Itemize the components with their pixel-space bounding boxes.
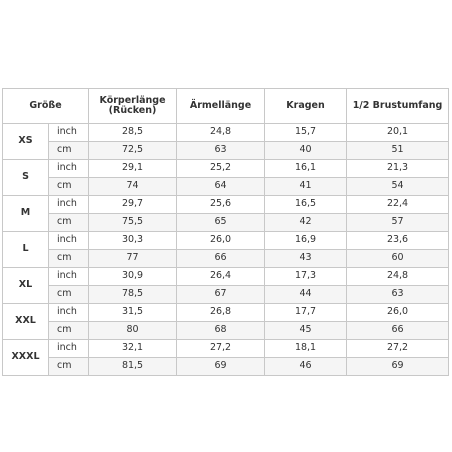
half-chest-cell: 60 — [347, 250, 449, 268]
table-row — [3, 124, 449, 142]
body-length-cell: 30,9 — [89, 268, 177, 286]
unit-label: inch — [49, 304, 89, 322]
table-row — [3, 160, 449, 178]
collar-cell: 15,7 — [265, 124, 347, 142]
body-length-cell: 30,3 — [89, 232, 177, 250]
sleeve-length-cell: 27,2 — [177, 340, 265, 358]
collar-cell: 17,3 — [265, 268, 347, 286]
table-header-row — [3, 89, 449, 124]
collar-cell: 45 — [265, 322, 347, 340]
table-row — [3, 358, 449, 376]
collar-cell: 42 — [265, 214, 347, 232]
collar-cell: 41 — [265, 178, 347, 196]
body-length-cell: 28,5 — [89, 124, 177, 142]
table-row — [3, 268, 449, 286]
half-chest-cell: 24,8 — [347, 268, 449, 286]
size-chart — [2, 88, 448, 376]
collar-cell: 40 — [265, 142, 347, 160]
half-chest-cell: 69 — [347, 358, 449, 376]
size-table — [2, 88, 449, 376]
table-row — [3, 196, 449, 214]
unit-label: inch — [49, 340, 89, 358]
body-length-cell: 75,5 — [89, 214, 177, 232]
unit-label: inch — [49, 268, 89, 286]
unit-label: inch — [49, 232, 89, 250]
collar-cell: 46 — [265, 358, 347, 376]
header-collar: Kragen — [265, 89, 347, 124]
collar-cell: 18,1 — [265, 340, 347, 358]
half-chest-cell: 54 — [347, 178, 449, 196]
body-length-cell: 81,5 — [89, 358, 177, 376]
unit-label: cm — [49, 142, 89, 160]
header-sleeve-length: Ärmellänge — [177, 89, 265, 124]
sleeve-length-cell: 24,8 — [177, 124, 265, 142]
unit-label: inch — [49, 124, 89, 142]
unit-label: inch — [49, 196, 89, 214]
table-body — [3, 124, 449, 376]
body-length-cell: 32,1 — [89, 340, 177, 358]
sleeve-length-cell: 66 — [177, 250, 265, 268]
size-label: XXXL — [3, 340, 49, 376]
body-length-cell: 74 — [89, 178, 177, 196]
table-row — [3, 304, 449, 322]
unit-label: inch — [49, 160, 89, 178]
table-row — [3, 214, 449, 232]
collar-cell: 16,1 — [265, 160, 347, 178]
header-body-length: Körperlänge (Rücken) — [89, 89, 177, 124]
sleeve-length-cell: 69 — [177, 358, 265, 376]
sleeve-length-cell: 63 — [177, 142, 265, 160]
table-row — [3, 250, 449, 268]
collar-cell: 16,9 — [265, 232, 347, 250]
table-row — [3, 322, 449, 340]
body-length-cell: 29,1 — [89, 160, 177, 178]
half-chest-cell: 22,4 — [347, 196, 449, 214]
header-half-chest: 1/2 Brustumfang — [347, 89, 449, 124]
size-label: XS — [3, 124, 49, 160]
unit-label: cm — [49, 286, 89, 304]
half-chest-cell: 26,0 — [347, 304, 449, 322]
collar-cell: 17,7 — [265, 304, 347, 322]
unit-label: cm — [49, 322, 89, 340]
header-size: Größe — [3, 89, 89, 124]
half-chest-cell: 51 — [347, 142, 449, 160]
sleeve-length-cell: 68 — [177, 322, 265, 340]
size-label: XXL — [3, 304, 49, 340]
collar-cell: 43 — [265, 250, 347, 268]
size-label: M — [3, 196, 49, 232]
half-chest-cell: 27,2 — [347, 340, 449, 358]
sleeve-length-cell: 25,6 — [177, 196, 265, 214]
size-label: S — [3, 160, 49, 196]
half-chest-cell: 57 — [347, 214, 449, 232]
unit-label: cm — [49, 178, 89, 196]
sleeve-length-cell: 67 — [177, 286, 265, 304]
unit-label: cm — [49, 214, 89, 232]
table-row — [3, 178, 449, 196]
unit-label: cm — [49, 250, 89, 268]
size-label: XL — [3, 268, 49, 304]
sleeve-length-cell: 65 — [177, 214, 265, 232]
table-row — [3, 232, 449, 250]
size-label: L — [3, 232, 49, 268]
sleeve-length-cell: 64 — [177, 178, 265, 196]
half-chest-cell: 23,6 — [347, 232, 449, 250]
body-length-cell: 31,5 — [89, 304, 177, 322]
body-length-cell: 29,7 — [89, 196, 177, 214]
half-chest-cell: 63 — [347, 286, 449, 304]
table-row — [3, 142, 449, 160]
sleeve-length-cell: 26,8 — [177, 304, 265, 322]
body-length-cell: 77 — [89, 250, 177, 268]
body-length-cell: 72,5 — [89, 142, 177, 160]
collar-cell: 44 — [265, 286, 347, 304]
half-chest-cell: 66 — [347, 322, 449, 340]
half-chest-cell: 21,3 — [347, 160, 449, 178]
unit-label: cm — [49, 358, 89, 376]
body-length-cell: 80 — [89, 322, 177, 340]
sleeve-length-cell: 26,0 — [177, 232, 265, 250]
sleeve-length-cell: 25,2 — [177, 160, 265, 178]
half-chest-cell: 20,1 — [347, 124, 449, 142]
sleeve-length-cell: 26,4 — [177, 268, 265, 286]
table-row — [3, 340, 449, 358]
collar-cell: 16,5 — [265, 196, 347, 214]
table-row — [3, 286, 449, 304]
body-length-cell: 78,5 — [89, 286, 177, 304]
